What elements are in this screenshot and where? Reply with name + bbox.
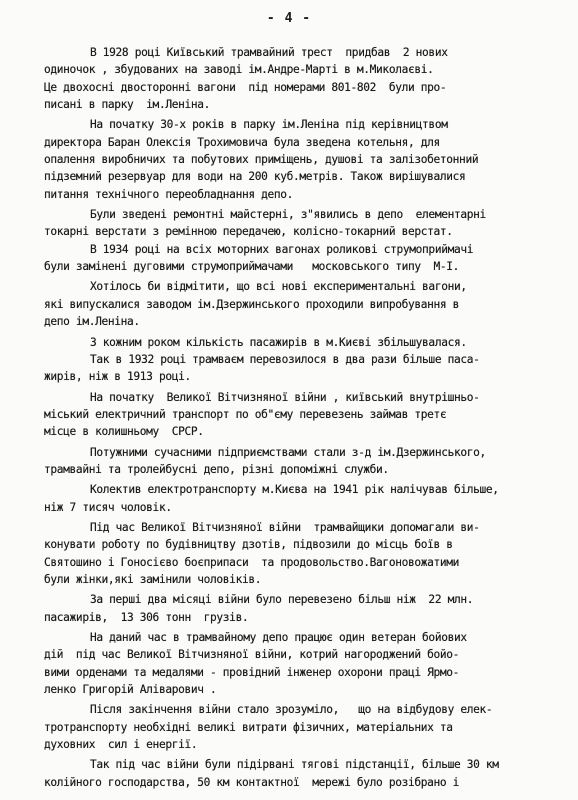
text-line: були замінені дуговими струмоприймачами московського типу М-І. (44, 260, 460, 274)
text-line: пасажирів, 13 306 тонн грузів. (44, 610, 249, 624)
text-line: колійного господарства, 50 км контактної мережі було розібрано і (44, 775, 460, 789)
text-line: токарні верстати з ремінною передачею, колісно-токарний верстат. (44, 225, 453, 239)
text-line: Під час Великої Вітчизняної війни трамвайщики допомагали ви- (90, 520, 480, 534)
text-line: За перші два місяці війни було перевезено більш ніж 22 млн. (90, 593, 474, 607)
text-line: Святошино і Гоносієво боєприпаси та продовольство.Вагоновожатими (44, 555, 460, 569)
page-number: - 4 - (266, 11, 312, 26)
text-line: підземний резервуар для води на 200 куб.метрів. Також вирішувалися (44, 170, 466, 184)
text-line: вими орденами та медалями - провідний інженер охорони праці Ярмо- (44, 665, 460, 679)
text-line: депо ім.Леніна. (44, 315, 140, 329)
text-line: Потужними сучасними підприємствами стали з-д ім.Дзержинського, (90, 445, 486, 459)
text-line: На даний час в трамвайному депо працює один ветеран бойових (90, 631, 467, 644)
text-line: Колектив електротранспорту м.Києва на 1941 рік налічував більше, (90, 483, 499, 497)
text-line: тротранспорту необхідні великі витрати фізичних, матеріальних та (44, 720, 453, 734)
document-body (44, 44, 564, 791)
text-line: духовних сил і енергії. (44, 738, 198, 752)
text-line: одиночок , збудованих на заводі ім.Андре-Марті в м.Миколаєві. (44, 63, 434, 77)
text-line: писані в парку ім.Леніна. (44, 98, 211, 112)
text-line: На початку 30-х років в парку ім.Леніна під керівництвом (90, 118, 448, 132)
text-line: Так в 1932 році трамваєм перевозилося в два рази більше паса- (90, 352, 480, 366)
text-line: які випускалися заводом ім.Дзержинського проходили випробування в (44, 297, 460, 311)
text-line: На початку Великої Вітчизняної війни , київський внутрішньо- (90, 390, 480, 404)
text-line: жирів, ніж в 1913 році. (44, 370, 191, 384)
text-line: З кожним роком кількість пасажирів в м.Києві збільшувалася. (90, 335, 467, 349)
text-line: були жінки,які замінили чоловіків. (44, 572, 262, 586)
text-line: Хотілось би відмітити, що всі нові експериментальні вагони, (90, 280, 467, 294)
text-line: питання технічного переобладнання депо. (44, 187, 294, 201)
text-line: міський електричний транспорт по об"єму перевезень займав третє (44, 407, 447, 421)
text-line: В 1928 році Київський трамвайний трест придбав 2 нових (90, 46, 448, 59)
text-line: конувати роботу по будівництву дзотів, підвозили до місць боїв в (44, 538, 453, 552)
text-line: директора Баран Олексія Трохимовича була зведена котельня, для (44, 135, 440, 149)
text-line: дій під час Великої Вітчизняної війни, котрий нагороджений бойо- (44, 648, 460, 662)
text-line: ніж 7 тисяч чоловік. (44, 500, 172, 514)
text-line: опалення виробничих та побутових приміщень, душові та залізобетонний (44, 153, 479, 167)
text-line: Після закінчення війни стало зрозуміло, що на відбудову елек- (90, 703, 493, 717)
text-line: місце в колишньому СРСР. (44, 425, 204, 439)
text-line: Були зведені ремонтні майстерні, з"явились в депо елементарні (90, 208, 486, 222)
text-line: трамвайні та тролейбусні депо, різні допоміжні служби. (44, 462, 389, 476)
text-line: Так під час війни були підірвані тягові підстанції, більше 30 км (90, 758, 499, 772)
text-line: ленко Григорій Аліварович . (44, 683, 217, 697)
text-line: Це двохосні двосторонні вагони під номерами 801-802 були про- (44, 80, 447, 94)
text-line: В 1934 році на всіх моторних вагонах роликові струмоприймачі (90, 242, 474, 256)
